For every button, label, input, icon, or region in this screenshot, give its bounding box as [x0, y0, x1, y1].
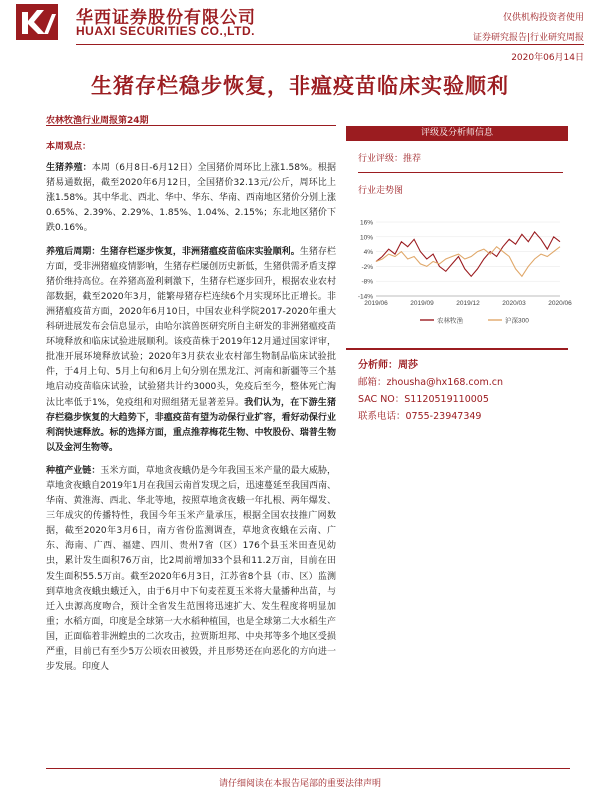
report-subtitle: 农林牧渔行业周报第24期: [46, 116, 149, 126]
subtitle-divider: [46, 125, 336, 126]
trend-chart: [346, 216, 572, 336]
sidebar: [346, 126, 568, 196]
trend-chart-svg: [346, 216, 572, 336]
y-tick-label: 4%: [363, 249, 373, 257]
report-body: [46, 140, 336, 677]
trend-chart-title: 行业走势图: [358, 186, 404, 196]
paragraph-conclusion: 我们认为，在下游生猪存栏稳步恢复的大趋势下，非瘟疫苗有望为动保行业扩容，看好动保行业利润快速释放。标的选择方面，重点推荐梅花生物、中牧股份、瑞普生物以及金河生物等。: [46, 397, 336, 453]
huaxi-logo-icon: [16, 4, 58, 40]
industry-rating: 行业评级：推荐: [358, 154, 422, 164]
report-category: 证券研究报告|行业研究周报: [472, 33, 584, 43]
sidebar-divider: [358, 172, 563, 173]
audience-note: 仅供机构投资者使用: [502, 13, 584, 23]
header-divider: [76, 44, 584, 45]
y-tick-label: 10%: [359, 234, 373, 242]
analyst-phone: 联系电话：0755-23947349: [358, 411, 482, 422]
y-tick-label: -2%: [361, 263, 373, 271]
paragraph-lead: 种植产业链：: [46, 465, 101, 476]
x-tick-label: 2019/12: [456, 300, 480, 307]
analyst-sac-number: SAC NO：S1120519110005: [358, 394, 489, 405]
section-head: 本周观点：: [46, 142, 92, 152]
report-title: 生猪存栏稳步恢复，非瘟疫苗临床实验顺利: [91, 73, 509, 98]
footer-divider: [46, 768, 570, 769]
x-tick-label: 2019/09: [410, 300, 434, 307]
x-tick-label: 2020/06: [548, 300, 572, 307]
sidebar-section-label: 评级及分析师信息: [346, 126, 568, 141]
legal-footer: 请仔细阅读在本报告尾部的重要法律声明: [218, 779, 381, 789]
x-tick-label: 2020/03: [502, 300, 526, 307]
paragraph-lead: 生猪养殖：: [46, 163, 92, 174]
paragraph-text: 玉米方面，草地贪夜蛾仍是今年我国玉米产量的最大威胁，草地贪夜蛾自2019年1月在我国云南首发现之后，迅速蔓延至我国西南、华南、黄淮海、西北、华北等地，按照草地贪夜蛾一年扎根、两年爆发、三年成灾的传播特性，我国今年玉米产量承压，根据全国农技推广网数据，截至2020年3月6日，南方省份监测调查，草地贪夜蛾在云南、广东、海南、广西、福建、四川、贵州7省（区）176个县玉米田查见幼虫，累计发生面积76万亩，比2周前增加33个县和11.2万亩，目前在田发生面积55.5万亩。截至2020年6月3日，江苏省8个县（市、区）监测到草地贪夜蛾虫蛾迁入，由于6月中下旬麦茬夏玉米将大量播种出苗，与迁入虫源高度吻合，预计全省发生范围将迅速扩大、发生程度将明显加重；水稻方面，印度是全球第一大水稻种植国，也是全球第二大水稻生产国，正面临着非洲蝗虫的二次攻击，拉贾斯坦邦、中央邦等多个地区受损严重，目前已有至少5万公顷农田被毁，并且形势还在向恶化的方向进一步发展。印度人: [46, 465, 336, 673]
x-tick-label: 2019/06: [364, 300, 388, 307]
company-name-cn: 华西证券股份有限公司: [76, 8, 256, 28]
paragraph-lead: 养殖后周期：生猪存栏逐步恢复，非洲猪瘟疫苗临床实验顺利。: [46, 246, 300, 257]
paragraph-text: 生猪存栏方面，受非洲猪瘟疫情影响，生猪存栏屡创历史新低，生猪供需矛盾支撑猪价维持高位。在养猪高盈利刺激下，生猪存栏逐步回升，根据农业农村部数据，截至2020年3月，能繁母猪存栏连续6个月实现环比正增长。非洲猪瘟疫苗方面，2020年6月10日，中国农业科学院2017-2020年重大科研进展发布会信息显示，由哈尔滨兽医研究所自主研发的非洲猪瘟疫苗环境释放和临床试验进展顺利。该疫苗株于2019年12月通过国家评审，批准开展环境释放试验；2020年3月获农业农村部生物制品临床试验批件，于4月上旬、5月上旬和6月上旬分别在黑龙江、河南和新疆等三个基地启动疫苗临床试验，试验猪共计约3000头，免疫后至今，整体死亡淘汰比率低于1%，免疫组和对照组猪无显著差异。: [46, 246, 336, 408]
legend-label: 农林牧渔: [437, 317, 463, 325]
y-tick-label: -14%: [357, 293, 373, 301]
paragraph-text: 本周（6月8日-6月12日）全国猪价周环比上涨1.58%。根据猪易通数据，截至2020年6月12日，全国猪价32.13元/公斤，周环比上涨1.58%。其中华北、西北、华中、华东、华南、西南地区猪价分别上涨0.65%、2.39%、2.29%、1.85%、1.04%、2.15%；东北地区猪价下跌0.16%。: [46, 163, 336, 234]
analyst-name: 分析师：周莎: [358, 360, 418, 371]
report-header: [0, 0, 600, 63]
report-date: 2020年06月14日: [511, 53, 584, 63]
y-tick-label: -8%: [361, 278, 373, 286]
paragraph-hog-farming: [46, 161, 336, 236]
paragraph-planting: [46, 464, 336, 675]
y-tick-label: 16%: [359, 219, 373, 227]
legend-label: 沪深300: [505, 317, 529, 325]
analyst-info: [346, 348, 568, 422]
analyst-email[interactable]: 邮箱：zhousha@hx168.com.cn: [358, 377, 503, 388]
company-name-en: HUAXI SECURITIES CO.,LTD.: [76, 24, 255, 38]
paragraph-post-cycle: [46, 245, 336, 456]
